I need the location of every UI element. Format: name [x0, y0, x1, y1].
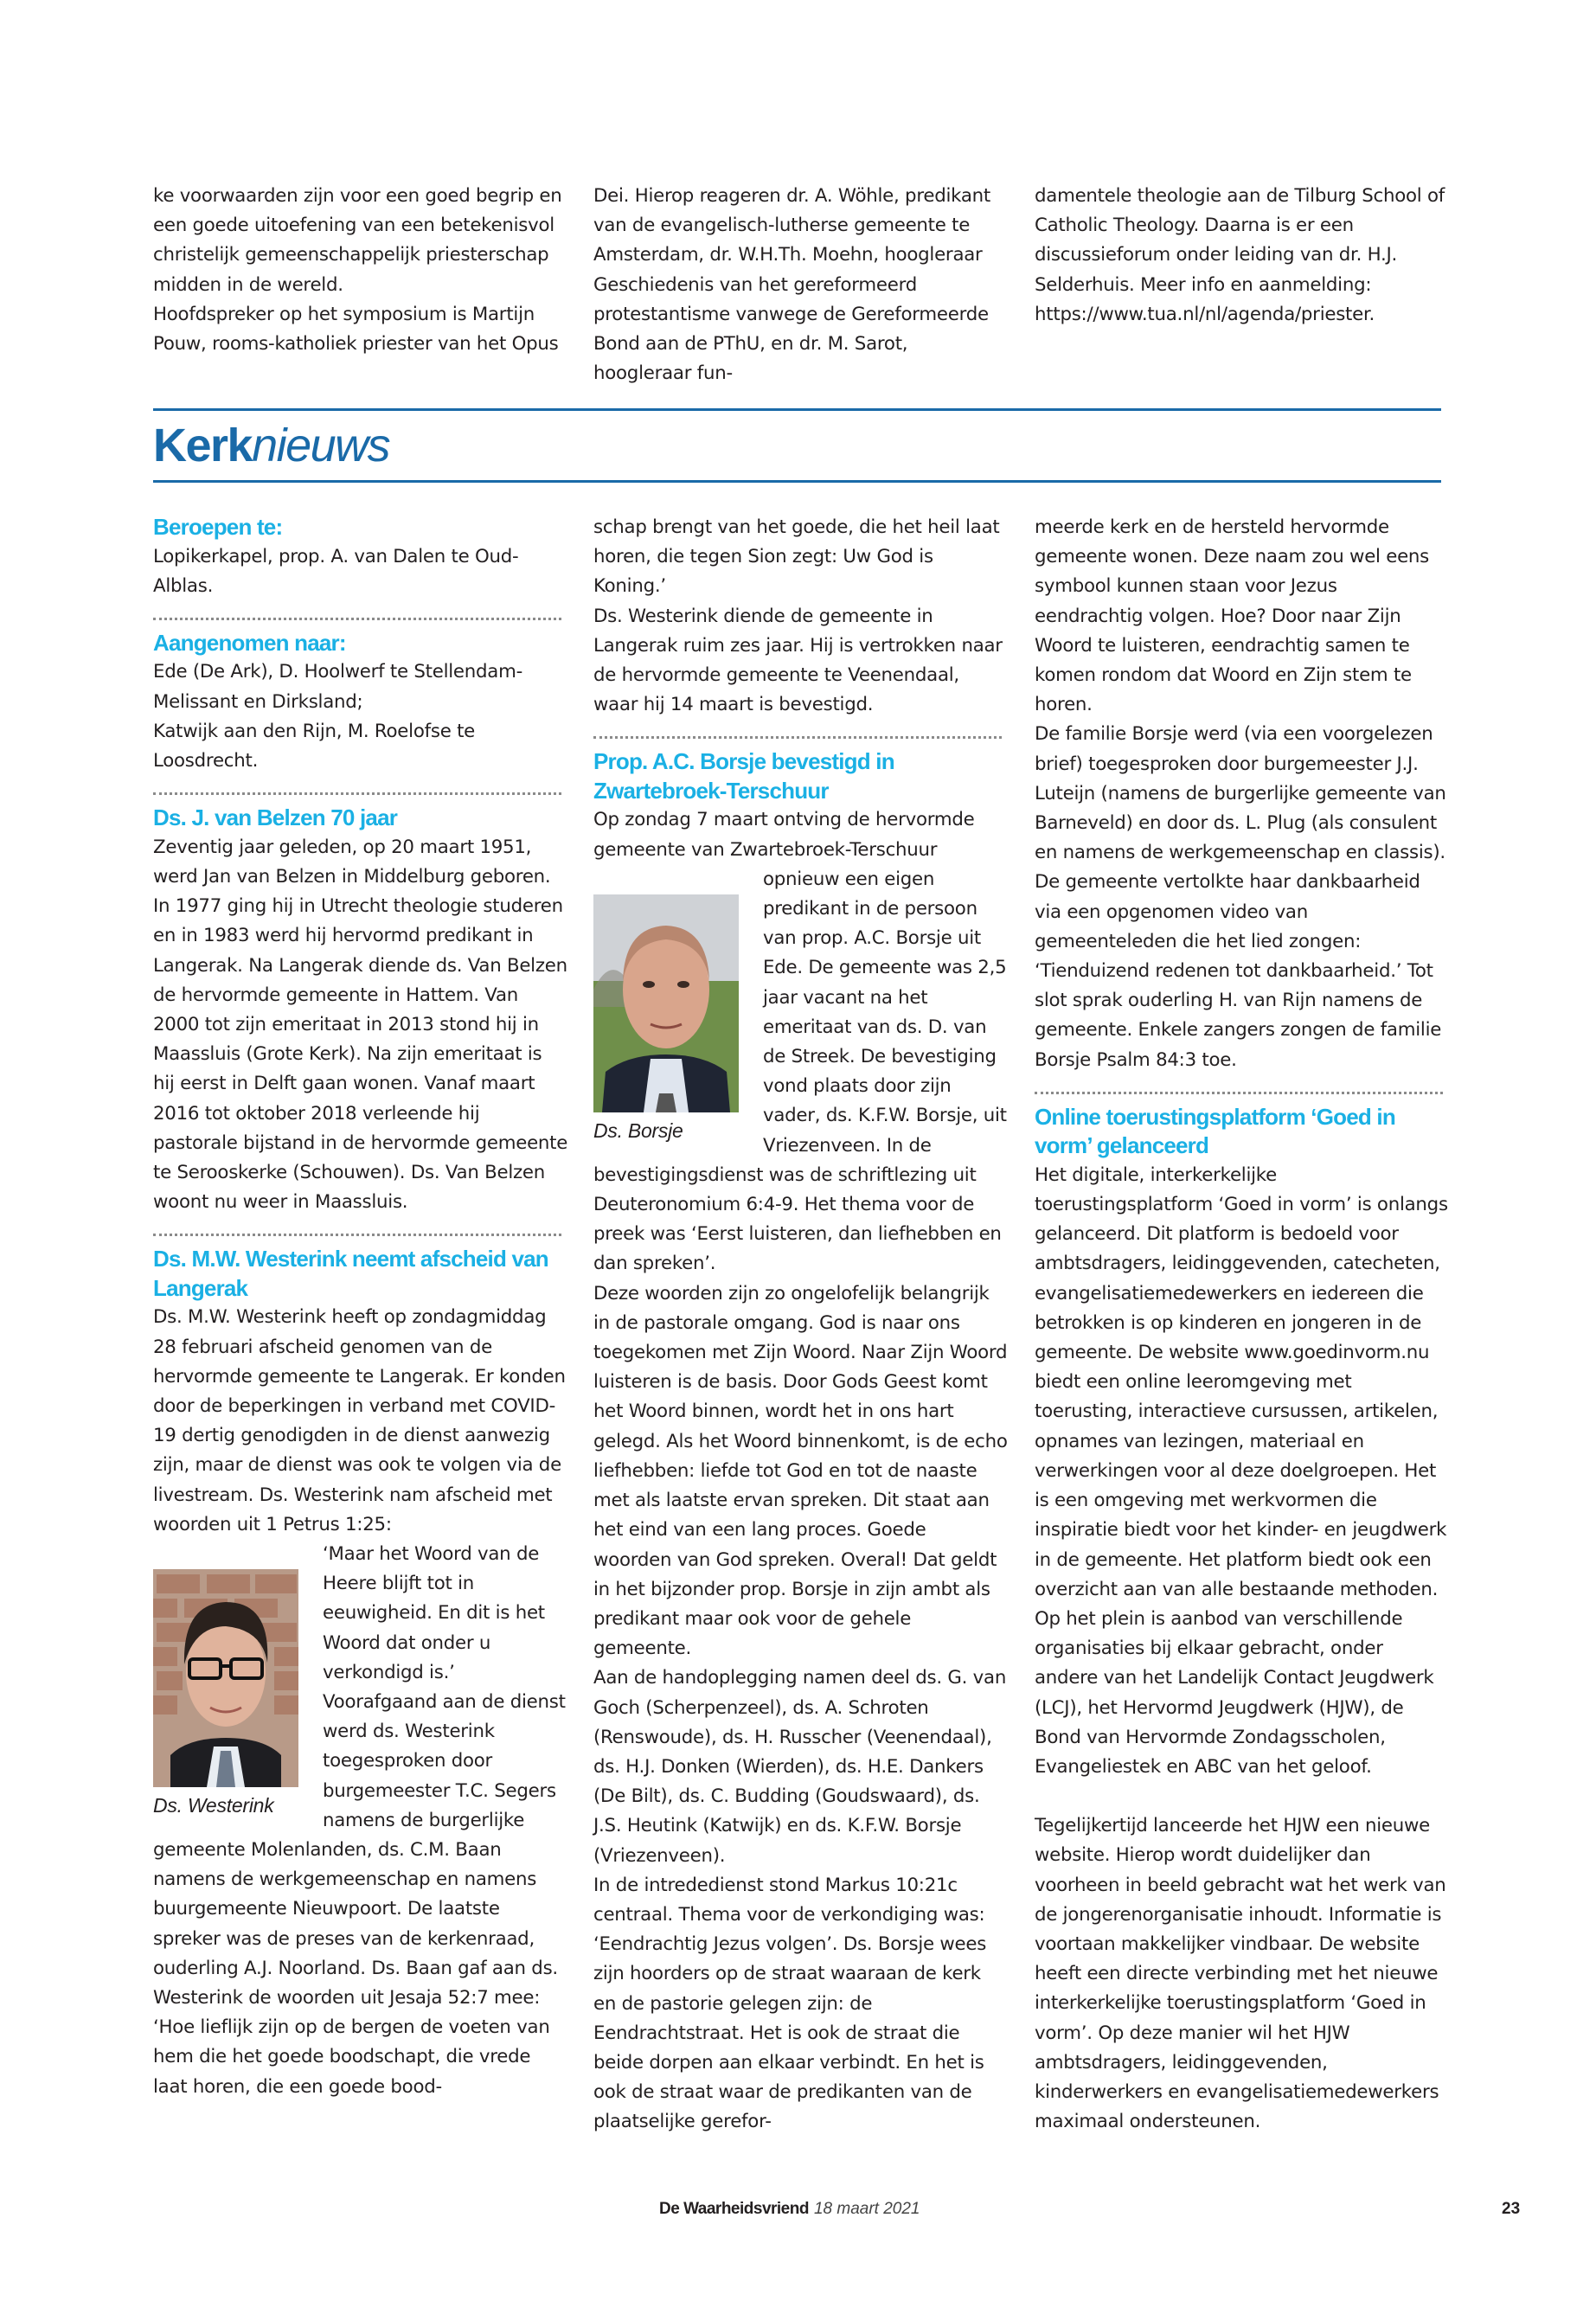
- paragraph: damentele theologie aan de Tilburg School of Catholic Theology. Daarna is er een discussieforum onder leiding van dr. H.J. Selderhuis. Meer info en aanmelding: https://www.tua.nl/nl/agenda/priester.: [1035, 185, 1445, 325]
- paragraph: In de intrededienst stond Markus 10:21c centraal. Thema voor de verkondiging was: ‘Eendrachtig Jezus volgen’. Ds. Borsje wees zijn hoorders op de straat waaraan de kerk en de pastorie gelegen zijn: de Eendrachtstraat. Het is ook de straat die beide dorpen aan elkaar verbindt. En het is ook de straat waar de predikanten van de plaatselijke gerefor-: [593, 1874, 987, 2133]
- heading-belzen: Ds. J. van Belzen 70 jaar: [153, 804, 398, 831]
- dotted-divider: [1035, 1080, 1443, 1094]
- top-column-3: [1035, 182, 1450, 330]
- quote: ‘Maar het Woord van de Heere blijft tot in eeuwigheid. En dit is het Woord dat onder u verkondigd is.’: [323, 1542, 545, 1683]
- paragraph: Zeventig jaar geleden, op 20 maart 1951, werd Jan van Belzen in Middelburg geboren. In 1977 ging hij in Utrecht theologie studeren en in 1983 werd hij hervormd predikant in Langerak. Na Langerak diende ds. Van Belzen de hervormde gemeente in Hattem. Van 2000 tot zijn emeritaat in 2013 stond hij in Maassluis (Grote Kerk). Na zijn emeritaat is hij eerst in Delft gaan wonen. Vanaf maart 2016 tot oktober 2018 verleende hij pastorale bijstand in de hervormde gemeente te Serooskerke (Schouwen). Ds. Van Belzen woont nu weer in Maassluis.: [153, 836, 568, 1214]
- paragraph: Voorafgaand aan de dienst werd ds. Westerink toegesproken door burgemeester T.C. Segers namens de burgerlijke gemeente Molenlanden, ds. C.M. Baan namens de werkgemeenschap en namens buurgemeente Nieuwpoort. De laatste spreker was de preses van de kerkenraad, ouderling A.J. Noorland. Ds. Baan gaf aan ds. Westerink de woorden uit Jesaja 52:7 mee: ‘Hoe lieflijk zijn op de bergen de voeten van hem die het goede boodschapt, die vrede laat horen, die een goede bood-: [153, 1691, 566, 2098]
- section-title-bold: Kerk: [153, 420, 253, 471]
- section-rule-top: [153, 408, 1441, 411]
- dotted-divider: [153, 1222, 561, 1236]
- news-column-1: [153, 513, 568, 2102]
- page-number: 23: [1502, 2200, 1521, 2218]
- heading-goedinvorm: Online toerustingsplatform ‘Goed in vorm’ gelanceerd: [1035, 1103, 1395, 1159]
- publication-date: 18 maart 2021: [813, 2200, 920, 2218]
- top-column-2: [593, 182, 1009, 388]
- paragraph: De familie Borsje werd (via een voorgelezen brief) toegesproken door burgemeester J.J. Luteijn (namens de burgerlijke gemeente van Barneveld) en door ds. L. Plug (als consulent en namens de werkgemeenschap en classis). De gemeente vertolkte haar dankbaarheid via een opgenomen video van gemeenteleden die het lied zongen: ‘Tienduizend redenen tot dankbaarheid.’ Tot slot sprak ouderling H. van Rijn namens de gemeente. Enkele zangers zongen de familie Borsje Psalm 84:3 toe.: [1035, 723, 1446, 1071]
- paragraph: ke voorwaarden zijn voor een goed begrip en een goede uitoefening van een betekenisvol christelijk gemeenschappelijk priesterschap midden in de wereld.: [153, 185, 562, 296]
- paragraph: Deze woorden zijn zo ongelofelijk belangrijk in de pastorale omgang. God is naar ons toegekomen met Zijn Woord. Naar Zijn Woord luisteren is de basis. Door Gods Geest komt het Woord binnen, wordt het in ons hart gelegd. Als het Woord binnenkomt, is de echo liefhebben: liefde tot God en tot de naaste met als laatste ervan spreken. Dit staat aan het eind van een lang proces. Goede woorden van God spreken. Overal! Dat geldt in het bijzonder prop. Borsje in zijn ambt als predikant maar ook voor de gehele gemeente.: [593, 1282, 1008, 1660]
- paragraph: Op zondag 7 maart ontving de hervormde gemeente van Zwartebroek-Terschuur: [593, 809, 975, 861]
- photo-caption: Ds. Borsje: [593, 1118, 683, 1142]
- section-title-italic: nieuws: [252, 420, 390, 471]
- section-rule-bottom: [153, 480, 1441, 483]
- heading-westerink: Ds. M.W. Westerink neemt afscheid van Langerak: [153, 1246, 548, 1301]
- paragraph: Hoofdspreker op het symposium is Martijn Pouw, rooms-katholiek priester van het Opus: [153, 303, 559, 356]
- photo-westerink: [153, 1569, 298, 1820]
- news-column-2: [593, 513, 1009, 2138]
- section-title: [153, 415, 389, 476]
- paragraph: Lopikerkapel, prop. A. van Dalen te Oud-Alblas.: [153, 545, 519, 597]
- paragraph: opnieuw een eigen predikant in de persoon van prop. A.C. Borsje uit Ede. De gemeente was 2,5 jaar vacant na het emeritaat van ds. D. van de Streek. De bevestiging vond plaats door zijn vader, ds. K.F.W. Borsje, uit Vriezenveen. In de bevestigingsdienst was de schriftlezing uit Deuteronomium 6:4-9. Het thema voor de preek was ‘Eerst luisteren, dan liefhebben en dan spreken’.: [593, 868, 1007, 1275]
- publication-name: De Waarheidsvriend: [659, 2200, 809, 2218]
- paragraph: Tegelijkertijd lanceerde het HJW een nieuwe website. Hierop wordt duidelijker dan voorheen in beeld gebracht wat het werk van de jongerenorganisatie inhoudt. Informatie is voortaan makkelijker vindbaar. De website heeft een directe verbinding met het nieuwe interkerkelijke toerustingsplatform ‘Goed in vorm’. Op deze manier wil het HJW ambtsdragers, leidinggevenden, kinderwerkers en evangelisatiemedewerkers maximaal ondersteunen.: [1035, 1815, 1446, 2133]
- dotted-divider: [593, 725, 1002, 739]
- news-column-3: [1035, 513, 1450, 2137]
- photo-borsje: [593, 894, 739, 1145]
- dotted-divider: [153, 781, 561, 795]
- paragraph: Aan de handoplegging namen deel ds. G. van Goch (Scherpenzeel), ds. A. Schroten (Renswoude), ds. H. Russcher (Veenendaal), ds. H.J. Donken (Wierden), ds. H.E. Dankers (De Bilt), ds. C. Budding (Goudswaard), ds. J.S. Heutink (Katwijk) en ds. K.F.W. Borsje (Vriezenveen).: [593, 1667, 1007, 1867]
- heading-borsje: Prop. A.C. Borsje bevestigd in Zwartebroek-Terschuur: [593, 748, 894, 804]
- paragraph: Het digitale, interkerkelijke toerustingsplatform ‘Goed in vorm’ is onlangs gelanceerd. Dit platform is bedoeld voor ambtsdragers, leidinggevenden, catecheten, evangelisatiemedewerkers en iedereen die betrokken is op kinderen en jongeren in de gemeente. De website www.goedinvorm.nu biedt een online leeromgeving met toerusting, interactieve cursussen, artikelen, opnames van lezingen, materiaal en verwerkingen voor al deze doelgroepen. Het is een omgeving met werkvormen die inspiratie biedt voor het kinder- en jeugdwerk in de gemeente. Het platform biedt ook een overzicht aan van alle bestaande methoden.: [1035, 1163, 1448, 1600]
- paragraph: Katwijk aan den Rijn, M. Roelofse te Loosdrecht.: [153, 720, 476, 772]
- paragraph: Op het plein is aanbod van verschillende organisaties bij elkaar gebracht, onder andere van het Landelijk Contact Jeugdwerk (LCJ), het Hervormd Jeugdwerk (HJW), de Bond van Hervormde Zondagsscholen, Evangeliestek en ABC van het geloof.: [1035, 1607, 1434, 1778]
- paragraph: Ds. M.W. Westerink heeft op zondagmiddag 28 februari afscheid genomen van de hervormde gemeente te Langerak. Er konden door de beperkingen in verband met COVID-19 dertig genodigden in de dienst aanwezig zijn, maar de dienst was ook te volgen via de livestream. Ds. Westerink nam afscheid met woorden uit 1 Petrus 1:25:: [153, 1306, 566, 1535]
- heading-aangenomen: Aangenomen naar:: [153, 629, 346, 656]
- page-footer: [659, 2200, 920, 2219]
- heading-beroepen: Beroepen te:: [153, 514, 283, 540]
- paragraph: meerde kerk en de hersteld hervormde gemeente wonen. Deze naam zou wel eens symbool kunnen staan voor Jezus eendrachtig volgen. Hoe? Door naar Zijn Woord te luisteren, eendrachtig samen te komen rondom dat Woord en Zijn stem te horen.: [1035, 516, 1430, 716]
- dotted-divider: [153, 606, 561, 620]
- portrait-image: [153, 1569, 298, 1787]
- paragraph: Ede (De Ark), D. Hoolwerf te Stellendam-Melissant en Dirksland;: [153, 661, 523, 713]
- top-column-1: [153, 182, 568, 359]
- photo-caption: Ds. Westerink: [153, 1793, 274, 1817]
- spacer: [1035, 1782, 1450, 1811]
- paragraph: Dei. Hierop reageren dr. A. Wöhle, predikant van de evangelisch-lutherse gemeente te Amsterdam, dr. W.H.Th. Moehn, hoogleraar Geschiedenis van het gereformeerd protestantisme vanwege de Gereformeerde Bond aan de PThU, en dr. M. Sarot, hoogleraar fun-: [593, 185, 991, 385]
- paragraph: Ds. Westerink diende de gemeente in Langerak ruim zes jaar. Hij is vertrokken naar de hervormde gemeente te Veenendaal, waar hij 14 maart is bevestigd.: [593, 605, 1003, 716]
- portrait-image: [593, 894, 739, 1112]
- paragraph: schap brengt van het goede, die het heil laat horen, die tegen Sion zegt: Uw God is Koning.’: [593, 516, 1000, 598]
